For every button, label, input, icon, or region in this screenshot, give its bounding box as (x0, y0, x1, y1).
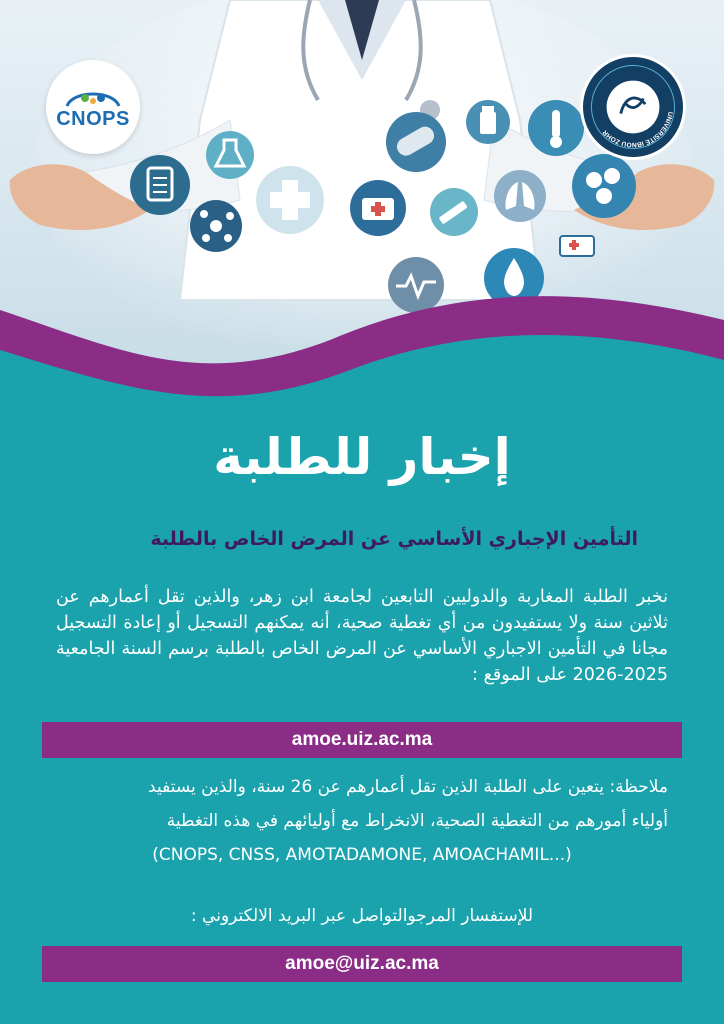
email-link[interactable] (42, 946, 682, 982)
leaf-icon (572, 154, 636, 218)
announcement-body: نخبر الطلبة المغاربة والدوليين التابعين لجامعة ابن زهر، والذين تقل أعمارهم عن ثلاثين سنة ولا يستفيدون من أي تغطية صحية، أنه يمكنهم التسجيل أو إعادة التسجيل مجانا في التأمين الاجباري الأساسي عن المرض الخاص بالطلبة برسم السنة الجامعية 2025-2026 على الموقع : (56, 587, 668, 685)
medicine-bottle-icon (466, 100, 510, 144)
note (56, 770, 668, 872)
clipboard-icon (130, 155, 190, 215)
university-logo-text: UNIVERSITÉ IBNOU ZOHR (601, 111, 674, 148)
people-icon (63, 84, 123, 110)
syringe-icon (430, 188, 478, 236)
molecule-icon (190, 200, 242, 252)
note-line-3: (CNOPS, CNSS, AMOTADAMONE, AMOACHAMIL...) (152, 845, 572, 865)
email-label: amoe@uiz.ac.ma (285, 953, 439, 974)
website-label: amoe.uiz.ac.ma (291, 729, 433, 750)
note-line-1: ملاحظة: يتعين على الطلبة الذين تقل أعمارهم عن 26 سنة، والذين يستفيد (148, 777, 668, 797)
thermometer-icon (528, 100, 584, 156)
cnops-logo-text: CNOPS (56, 107, 130, 130)
page-title: إخبار للطلبة (213, 428, 511, 486)
medical-bag-icon (350, 180, 406, 236)
university-logo (580, 54, 686, 160)
contact-text: للإستفسار المرجوالتواصل عبر البريد الالكتروني : (190, 906, 534, 926)
website-link[interactable] (42, 722, 682, 758)
subtitle: التأمين الإجباري الأساسي عن المرض الخاص بالطلبة (150, 528, 638, 550)
note-line-2: أولياء أمورهم من التغطية الصحية، الانخراط مع أوليائهم في هذه التغطية (166, 811, 668, 831)
flask-icon (206, 131, 254, 179)
pill-icon (386, 112, 446, 172)
lungs-icon (494, 170, 546, 222)
first-aid-plus-icon (256, 166, 324, 234)
cnops-logo (46, 60, 140, 154)
ambulance-icon (560, 236, 594, 256)
